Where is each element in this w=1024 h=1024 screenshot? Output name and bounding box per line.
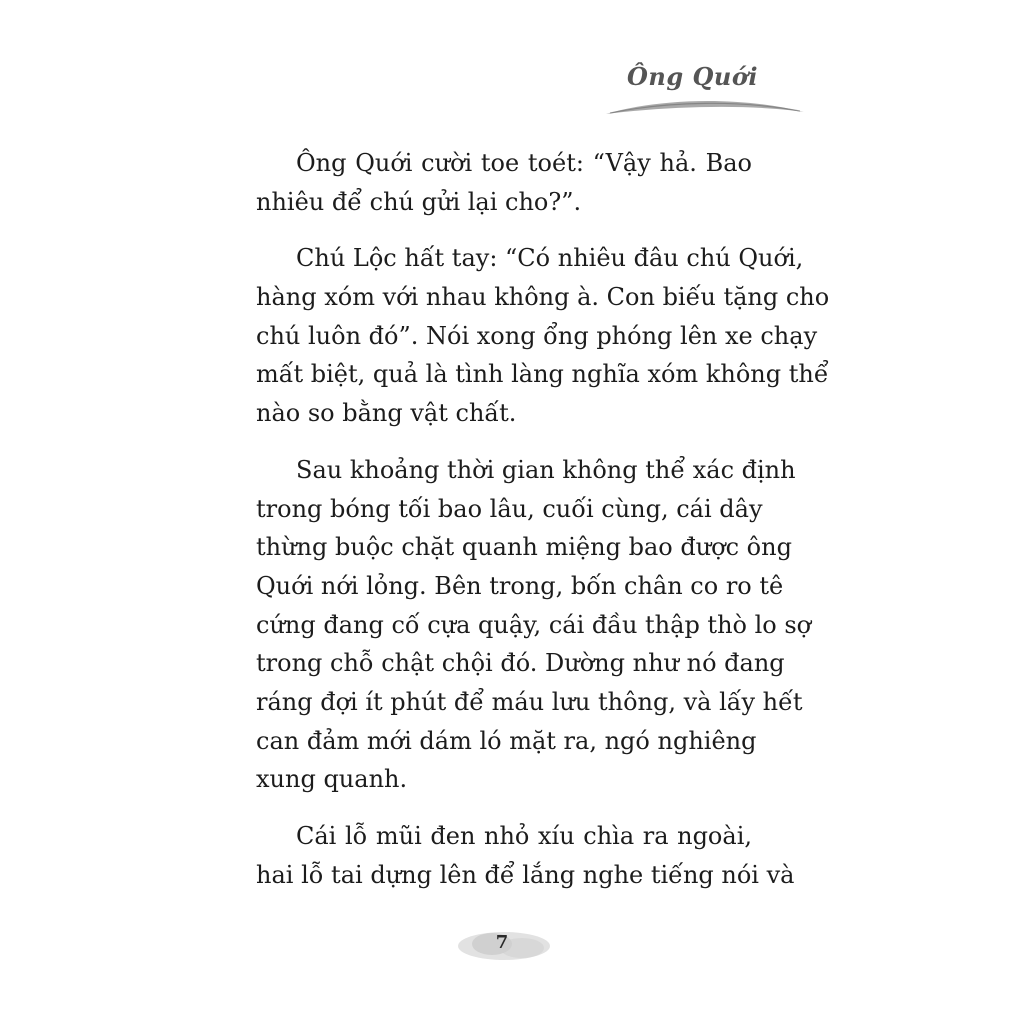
- text-line: chú luôn đó”. Nói xong ổng phóng lên xe chạy: [256, 321, 818, 350]
- text-line: cứng đang cố cựa quậy, cái đầu thập thò lo sợ: [256, 610, 812, 639]
- text-line: Ông Quới cười toe toét: “Vậy hả. Bao: [296, 149, 752, 177]
- text-line: can đảm mới dám ló mặt ra, ngó nghiêng: [256, 726, 757, 755]
- paragraph-4: [256, 817, 795, 894]
- text-line: Quới nới lỏng. Bên trong, bốn chân co ro tê: [256, 571, 784, 600]
- text-line: Sau khoảng thời gian không thể xác định: [296, 455, 796, 484]
- text-line: hai lỗ tai dựng lên để lắng nghe tiếng nói và: [256, 860, 795, 889]
- text-line: nào so bằng vật chất.: [256, 399, 517, 428]
- text-line: trong bóng tối bao lâu, cuối cùng, cái dây: [256, 494, 763, 523]
- text-line: nhiêu để chú gửi lại cho?”.: [256, 187, 582, 216]
- running-title: Ông Quới: [627, 62, 758, 91]
- body-text: [256, 144, 830, 912]
- running-header: [600, 56, 810, 120]
- text-line: mất biệt, quả là tình làng nghĩa xóm không thể: [256, 360, 829, 389]
- text-line: Cái lỗ mũi đen nhỏ xíu chìa ra ngoài,: [296, 822, 752, 850]
- paragraph-3: [256, 451, 812, 799]
- text-line: xung quanh.: [256, 765, 408, 794]
- paragraph-1: [256, 144, 752, 221]
- header-brush-stroke: [600, 96, 810, 120]
- text-line: hàng xóm với nhau không à. Con biếu tặng cho: [256, 283, 830, 312]
- page-number: 7: [495, 932, 509, 953]
- text-line: trong chỗ chật chội đó. Dường như nó đang: [256, 649, 785, 678]
- text-line: ráng đợi ít phút để máu lưu thông, và lấy hết: [256, 687, 803, 716]
- text-line: thừng buộc chặt quanh miệng bao được ông: [256, 533, 792, 562]
- text-line: Chú Lộc hất tay: “Có nhiêu đâu chú Quới,: [296, 244, 804, 273]
- page-number-badge: [452, 922, 562, 970]
- paragraph-2: [256, 239, 830, 432]
